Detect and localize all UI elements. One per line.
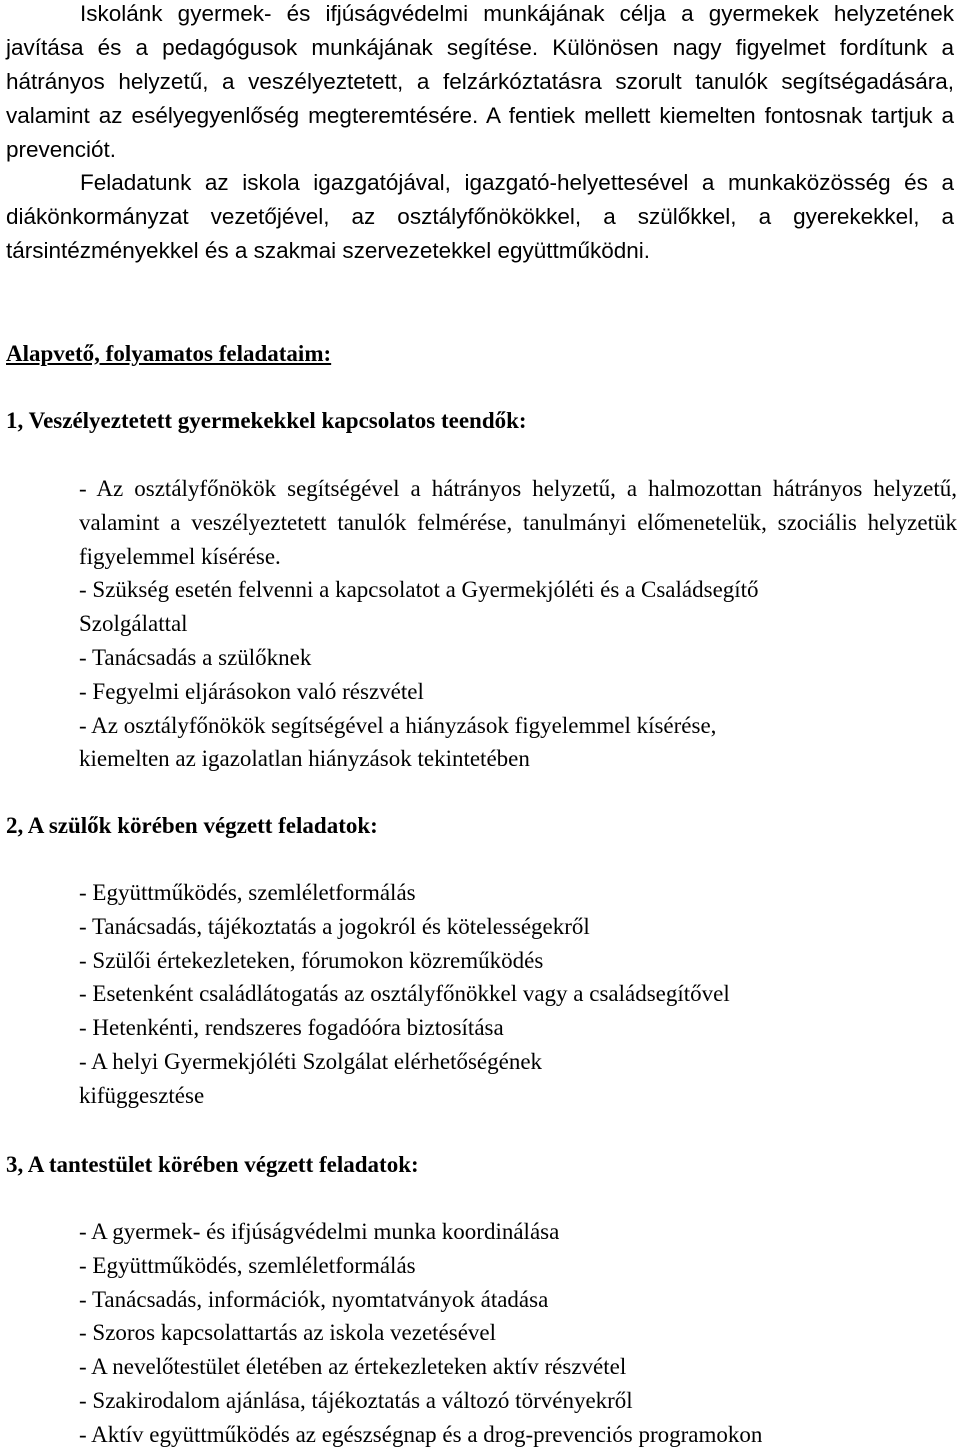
list-item: - Szükség esetén felvenni a kapcsolatot a Gyermekjóléti és a Családsegítő (79, 577, 759, 603)
list-item: - A helyi Gyermekjóléti Szolgálat elérhetőségének (79, 1048, 543, 1074)
section-3-list (79, 1215, 957, 1452)
list-item: - Tanácsadás a szülőknek (79, 644, 312, 670)
list-item-continuation: Szolgálattal (79, 611, 188, 637)
intro-paragraph-goal: Iskolánk gyermek- és ifjúságvédelmi munkájának célja a gyermekek helyzetének javítása és a pedagógusok munkájának segítése. Különösen nagy figyelmet fordítunk a hátrányos helyzetű, a veszélyeztetett, a felzárkóztatásra szorult tanulók segítségadására, valamint az esélyegyenlőség megteremtésére. A fentiek mellett kiemelten fontosnak tartjuk a prevenciót. (6, 1, 954, 162)
list-item: - Együttműködés, szemléletformálás (79, 880, 416, 905)
section-2-title: 2, A szülők körében végzett feladatok: (6, 813, 378, 838)
section-3-title: 3, A tantestület körében végzett feladatok: (6, 1152, 419, 1177)
list-item: - Szülői értekezleteken, fórumokon közreműködés (79, 947, 544, 973)
list-item: - Szakirodalom ajánlása, tájékoztatás a változó törvényekről (79, 1387, 633, 1413)
list-item: - Aktív együttműködés az egészségnap és a drog-prevenciós programokon (79, 1421, 763, 1447)
list-item: - Tanácsadás, információk, nyomtatványok átadása (79, 1286, 549, 1312)
list-item: - Esetenként családlátogatás az osztályfőnökkel vagy a családsegítővel (79, 981, 730, 1007)
list-item: - A gyermek- és ifjúságvédelmi munka koordinálása (79, 1219, 560, 1244)
section-1-list (79, 472, 957, 776)
list-item: - Együttműködés, szemléletformálás (79, 1252, 416, 1278)
list-item: - Tanácsadás, tájékoztatás a jogokról és kötelességekről (79, 913, 590, 939)
list-item: - Hetenkénti, rendszeres fogadóóra biztosítása (79, 1015, 504, 1041)
list-item: - Fegyelmi eljárásokon való részvétel (79, 678, 424, 704)
list-item: - Az osztályfőnökök segítségével a hátrányos helyzetű, a halmozottan hátrányos helyzetű, valamint a veszélyeztetett tanulók felmérése, tanulmányi előmenetelük, szociális helyzetük figyelemmel kísérése. (79, 476, 957, 569)
list-item-continuation: kiemelten az igazolatlan hiányzások tekintetében (79, 746, 530, 772)
list-item: - Az osztályfőnökök segítségével a hiányzások figyelemmel kísérése, (79, 712, 717, 738)
list-item: - A nevelőtestület életében az értekezleteken aktív részvétel (79, 1354, 627, 1380)
intro-paragraph-cooperation: Feladatunk az iskola igazgatójával, igazgató-helyettesével a munkaközösség és a diákönkormányzat vezetőjével, az osztályfőnökökkel, a szülőkkel, a gyerekekkel, a társintézményekkel és a szakmai szervezetekkel együttműködni. (6, 170, 954, 263)
section-2-list (79, 876, 957, 1113)
list-item: - Szoros kapcsolattartás az iskola vezetésével (79, 1320, 497, 1346)
list-item-continuation: kifüggesztése (79, 1082, 205, 1108)
main-heading: Alapvető, folyamatos feladataim: (6, 341, 332, 366)
section-1-title: 1, Veszélyeztetett gyermekekkel kapcsolatos teendők: (6, 408, 527, 433)
